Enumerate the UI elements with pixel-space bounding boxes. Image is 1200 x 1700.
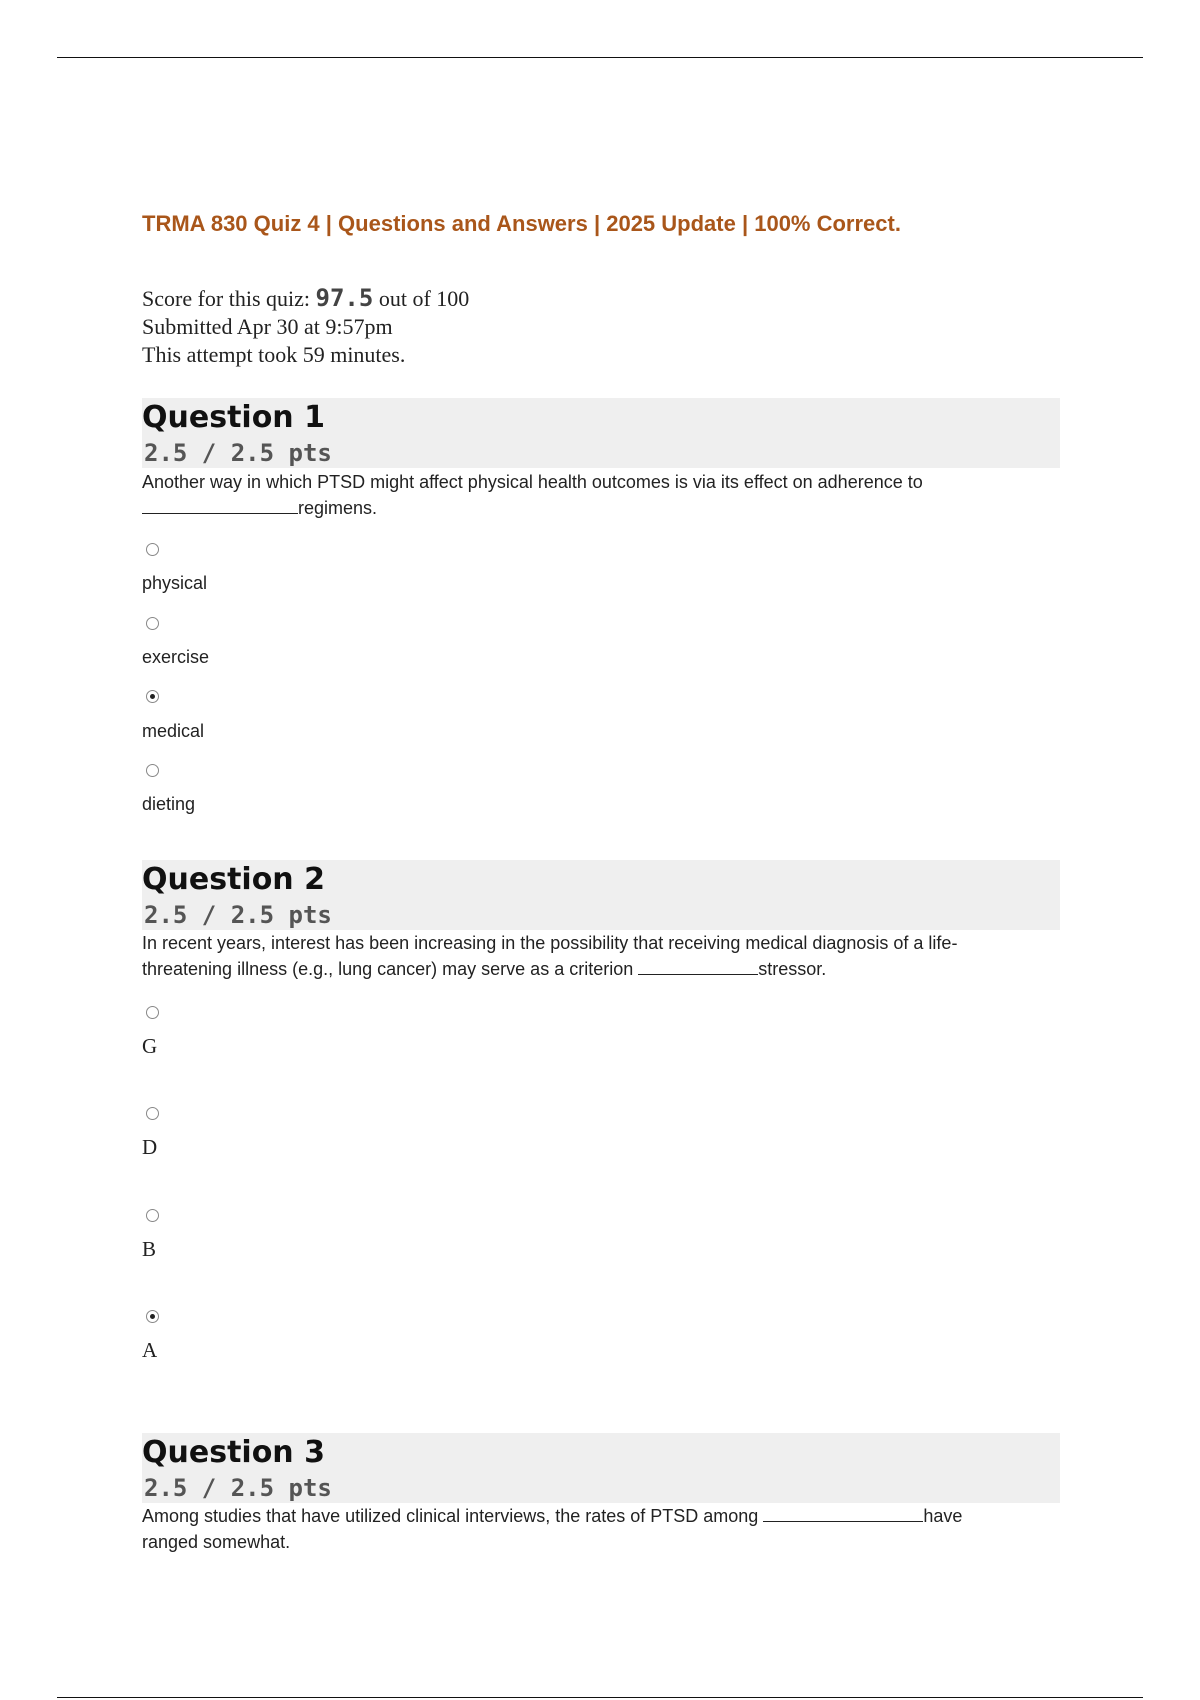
question-2-header xyxy=(142,860,1060,930)
question-1-option-2-label: exercise xyxy=(142,647,210,667)
bottom-rule xyxy=(57,1697,1143,1698)
question-3-text-line-1 xyxy=(142,1503,1060,1529)
question-3-text-start: Among studies that have utilized clinical interviews, the rates of PTSD among xyxy=(142,1506,759,1526)
question-1-option-1-radio[interactable] xyxy=(146,543,159,556)
question-2-option-2-label: D xyxy=(142,1135,158,1159)
answer-blank xyxy=(142,497,298,514)
answer-blank xyxy=(763,1505,923,1522)
question-1-points: 2.5 / 2.5 pts xyxy=(144,439,332,467)
question-1-text xyxy=(142,469,1060,521)
question-2-text xyxy=(142,930,1060,982)
document-title: TRMA 830 Quiz 4 | Questions and Answers | 2025 Update | 100% Correct. xyxy=(142,211,901,236)
question-2-points: 2.5 / 2.5 pts xyxy=(144,901,332,929)
question-2-title: Question 2 xyxy=(142,862,325,897)
question-1-option-2-radio[interactable] xyxy=(146,617,159,630)
question-1-text-line-1: Another way in which PTSD might affect physical health outcomes is via its effect on adherence to xyxy=(142,472,923,492)
submitted-line: Submitted Apr 30 at 9:57pm xyxy=(142,314,393,339)
question-1-option-4-label: dieting xyxy=(142,794,196,814)
top-rule xyxy=(57,57,1143,58)
score-line xyxy=(142,284,469,313)
question-2-text-line-2 xyxy=(142,956,1060,982)
answer-blank xyxy=(638,958,758,975)
score-prefix: Score for this quiz: xyxy=(142,286,316,311)
question-2-text-end: stressor. xyxy=(758,959,827,979)
score-suffix: out of 100 xyxy=(373,286,470,311)
question-1-text-end: regimens. xyxy=(298,498,378,518)
question-3-title: Question 3 xyxy=(142,1435,325,1470)
question-2-option-3-label: B xyxy=(142,1237,157,1261)
question-1-text-line-2 xyxy=(142,495,1060,521)
question-3-points: 2.5 / 2.5 pts xyxy=(144,1474,332,1502)
question-2-option-2-radio[interactable] xyxy=(146,1107,159,1120)
question-2-option-3-radio[interactable] xyxy=(146,1209,159,1222)
question-1-title: Question 1 xyxy=(142,400,325,435)
question-2-option-1-radio[interactable] xyxy=(146,1006,159,1019)
score-value: 97.5 xyxy=(315,284,374,312)
question-3-text xyxy=(142,1503,1060,1555)
question-3-text-mid: have xyxy=(923,1506,963,1526)
duration-line: This attempt took 59 minutes. xyxy=(142,342,406,367)
question-2-option-1-label: G xyxy=(142,1034,158,1058)
question-3-header xyxy=(142,1433,1060,1503)
question-1-option-3-radio[interactable] xyxy=(146,690,159,703)
quiz-summary xyxy=(142,284,469,369)
question-1-option-1-label: physical xyxy=(142,573,208,593)
question-1-header xyxy=(142,398,1060,468)
question-3-text-line-2: ranged somewhat. xyxy=(142,1532,291,1552)
question-1-option-4-radio[interactable] xyxy=(146,764,159,777)
question-2-text-mid: threatening illness (e.g., lung cancer) may serve as a criterion xyxy=(142,959,634,979)
question-2-text-line-1: In recent years, interest has been increasing in the possibility that receiving medical diagnosis of a life- xyxy=(142,933,958,953)
question-2-option-4-label: A xyxy=(142,1338,158,1362)
question-1-option-3-label: medical xyxy=(142,721,205,741)
question-2-option-4-radio[interactable] xyxy=(146,1310,159,1323)
